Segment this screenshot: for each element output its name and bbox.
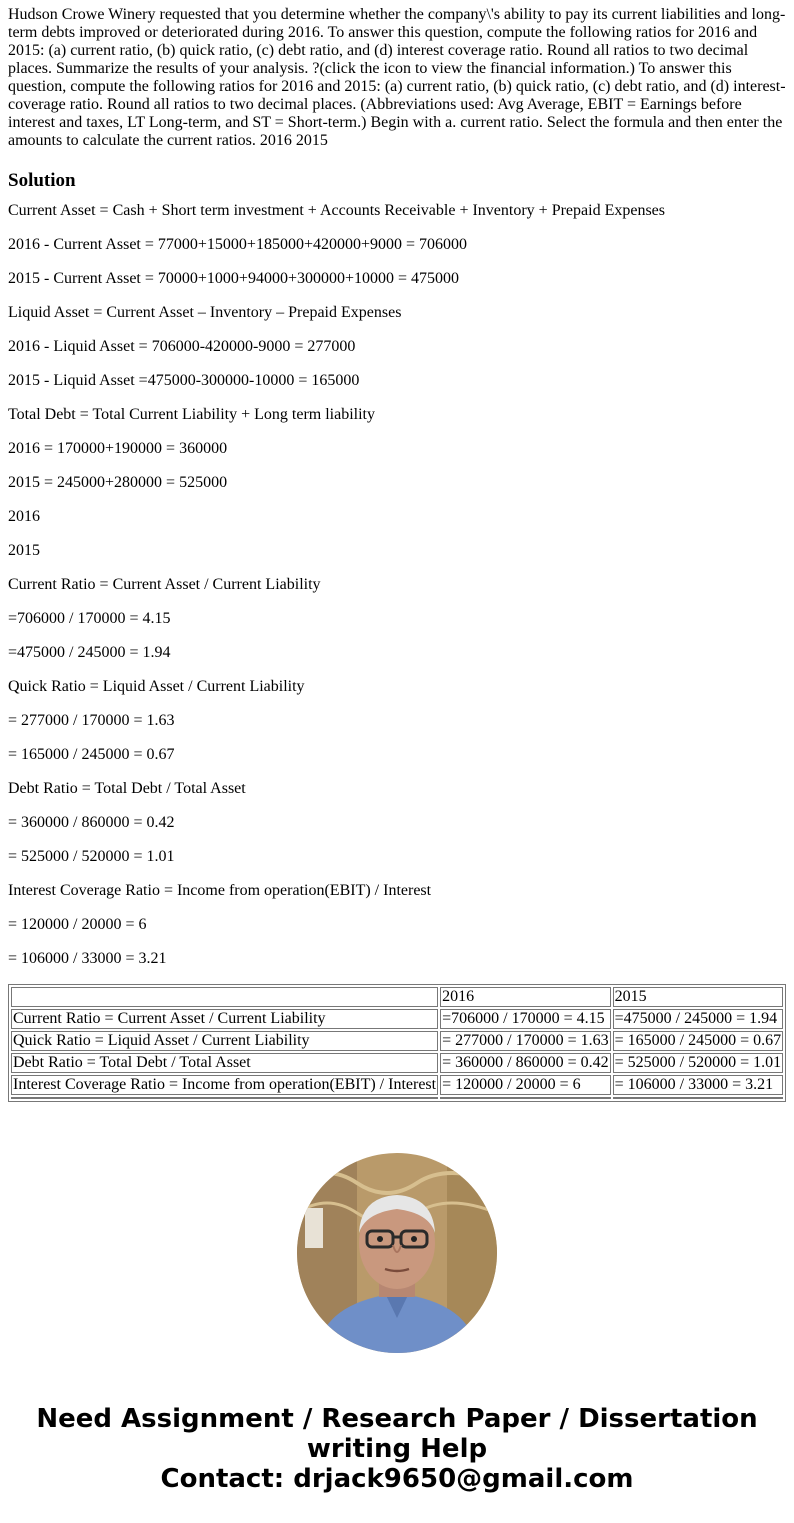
table-cell: = 165000 / 245000 = 0.67 [614, 1032, 782, 1049]
solution-line: =475000 / 245000 = 1.94 [8, 644, 171, 661]
table-cell: = 120000 / 20000 = 6 [440, 1075, 611, 1095]
solution-line: 2016 - Current Asset = 77000+15000+185000+420000+9000 = 706000 [8, 236, 468, 253]
solution-line: = 120000 / 20000 = 6 [8, 916, 147, 933]
table-row [11, 1075, 783, 1095]
solution-line: = 360000 / 860000 = 0.42 [8, 814, 175, 831]
solution-line: 2016 - Liquid Asset = 706000-420000-9000 = 277000 [8, 338, 356, 355]
solution-heading: Solution [8, 170, 76, 191]
footer-line: writing Help [306, 1434, 488, 1464]
table-cell: = 360000 / 860000 = 0.42 [442, 1054, 609, 1071]
solution-lines [8, 202, 786, 984]
question-text: Hudson Crowe Winery requested that you determine whether the company\'s ability to pay its current liabilities and long-term debts improved or deteriorated during 2016. To answer this question, compute the following ratios for 2016 and 2015: (a) current ratio, (b) quick ratio, (c) debt ratio, and (d) interest coverage ratio. Round all ratios to two decimal places. Summarize the results of your analysis. ?(click the icon to view the financial information.) To answer this question, compute the following ratios for 2016 and 2015: (a) current ratio, (b) quick ratio, (c) debt ratio, and (d) interest-coverage ratio. Round all ratios to two decimal places. (Abbreviations used: Avg Average, EBIT = Earnings before interest and taxes, LT Long-term, and ST = Short-term.) Begin with a. current ratio. Select the formula and then enter the amounts to calculate the current ratios. 2016 2015 [8, 6, 786, 149]
table-header-cell: 2015 [613, 987, 784, 1007]
table-cell: =706000 / 170000 = 4.15 [440, 1009, 611, 1029]
solution-line: Liquid Asset = Current Asset – Inventory – Prepaid Expenses [8, 304, 402, 321]
table-empty-cell [440, 1097, 611, 1099]
table-cell: Debt Ratio = Total Debt / Total Asset [11, 1053, 438, 1073]
solution-line: 2015 - Liquid Asset =475000-300000-10000 = 165000 [8, 372, 360, 389]
solution-line: Debt Ratio = Total Debt / Total Asset [8, 780, 246, 797]
table-row [11, 1031, 783, 1051]
table-cell: = 277000 / 170000 = 1.63 [442, 1032, 609, 1049]
table-empty-cell [11, 1097, 438, 1099]
solution-line: = 165000 / 245000 = 0.67 [8, 746, 175, 763]
solution-line: = 277000 / 170000 = 1.63 [8, 712, 175, 729]
table-row [11, 1053, 783, 1073]
table-cell: Interest Coverage Ratio = Income from operation(EBIT) / Interest [13, 1076, 437, 1093]
table-header-cell [11, 987, 438, 1007]
table-header-cell: 2016 [440, 987, 611, 1007]
ratio-summary-table [8, 984, 786, 1102]
solution-line: Total Debt = Total Current Liability + Long term liability [8, 406, 375, 423]
table-cell: Current Ratio = Current Asset / Current Liability [11, 1009, 438, 1029]
solution-line: 2015 - Current Asset = 70000+1000+94000+300000+10000 = 475000 [8, 270, 460, 287]
solution-line: 2015 = 245000+280000 = 525000 [8, 474, 228, 491]
solution-line: = 525000 / 520000 = 1.01 [8, 848, 175, 865]
solution-line: Current Ratio = Current Asset / Current Liability [8, 576, 321, 593]
author-avatar [297, 1153, 497, 1353]
footer-contact-email: Contact: drjack9650@gmail.com [160, 1464, 634, 1494]
solution-line: Quick Ratio = Liquid Asset / Current Liability [8, 678, 305, 695]
table-cell: =475000 / 245000 = 1.94 [613, 1009, 784, 1029]
table-cell: = 106000 / 33000 = 3.21 [613, 1075, 784, 1095]
solution-line: = 106000 / 33000 = 3.21 [8, 950, 167, 967]
table-empty-cell [613, 1097, 784, 1099]
solution-line: =706000 / 170000 = 4.15 [8, 610, 171, 627]
author-portrait-image [297, 1153, 497, 1353]
table-row [11, 1009, 783, 1029]
solution-line: Current Asset = Cash + Short term investment + Accounts Receivable + Inventory + Prepaid Expenses [8, 202, 665, 219]
solution-line: 2016 [8, 508, 40, 525]
table-header-row [11, 987, 783, 1007]
footer-contact [0, 1404, 794, 1494]
table-cell: Quick Ratio = Liquid Asset / Current Liability [11, 1031, 438, 1051]
table-empty-row [11, 1097, 783, 1099]
solution-line: 2016 = 170000+190000 = 360000 [8, 440, 228, 457]
footer-line: Need Assignment / Research Paper / Dissertation [36, 1404, 758, 1434]
solution-line: Interest Coverage Ratio = Income from operation(EBIT) / Interest [8, 882, 432, 899]
table-cell: = 525000 / 520000 = 1.01 [614, 1054, 782, 1071]
solution-line: 2015 [8, 542, 40, 559]
